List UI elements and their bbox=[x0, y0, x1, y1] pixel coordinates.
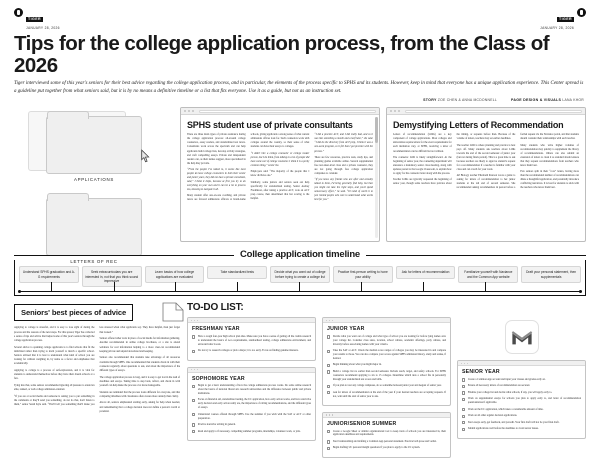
window-dot bbox=[194, 320, 196, 322]
card-body bbox=[188, 323, 315, 359]
paragraph: Similarly, some juniors and seniors seek out help specifically for standardized testing. Senior Audrey Fredrikson, after taking a practice ACT, took an ACT prep course, then determined that her scoring is the helpful. bbox=[250, 180, 310, 200]
checkbox-icon[interactable] bbox=[192, 413, 195, 416]
task-text: Take the SAT or ACT. Check the median score ranges of colleges you may be interested in and compare your results to those. You can also compare your scores against SPHS admission history, study and retake, if desired. bbox=[332, 349, 446, 360]
window-dot bbox=[329, 320, 331, 322]
article-right-headline: Demystifying Letters of Recommendation bbox=[393, 120, 564, 131]
card-title: JUNIOR YEAR bbox=[327, 326, 365, 333]
timeline-tick bbox=[114, 282, 115, 291]
window-dot bbox=[197, 320, 199, 322]
card-junior-senior-summer bbox=[322, 412, 451, 458]
card-junior-year bbox=[322, 317, 451, 406]
todo-column-3 bbox=[457, 317, 586, 457]
window-dot bbox=[467, 363, 469, 365]
checkbox-icon[interactable] bbox=[462, 385, 465, 388]
masthead-right-date: JANUARY 28, 2026 bbox=[540, 26, 574, 30]
paragraph: AP Biology teacher Elizabeth Pearson wrote a guide to asking for letters of recommendation to her junior students at the tail end of second semester. She recommended asking recommenders in person before a formal request via the Naviance portal, and that students should consider their relationships with each teacher. bbox=[456, 133, 579, 190]
byline-story-label: STORY bbox=[423, 98, 437, 103]
advice-section bbox=[14, 302, 180, 465]
task-item[interactable] bbox=[327, 370, 446, 382]
task-text: Ensure all necessary letters of recommendation are secured. bbox=[467, 384, 530, 388]
task-item[interactable] bbox=[462, 397, 581, 405]
paragraph: Applying to college is a process of self-exploration, and it is vital for students to understand themselves before they have their dream schools at a few. bbox=[14, 368, 95, 381]
timeline-end-dot bbox=[579, 290, 582, 293]
todo-column-2 bbox=[322, 317, 451, 457]
task-item[interactable] bbox=[192, 413, 311, 421]
task-text: Create a Google Sheet or similar organizational tool to keep track of schools you are interested in, their application deadlines and requirements. bbox=[332, 429, 446, 437]
article-right-body bbox=[387, 115, 585, 241]
timeline-start-dot bbox=[18, 290, 21, 293]
window-dot bbox=[332, 414, 334, 416]
task-text: Submit applications well before the deadlines to avoid server issues. bbox=[467, 427, 539, 431]
timeline-axis bbox=[19, 291, 581, 292]
window-dot bbox=[191, 369, 193, 371]
checkbox-icon[interactable] bbox=[327, 440, 330, 443]
masthead-right bbox=[540, 7, 586, 30]
masthead-left-name: TIGER bbox=[28, 17, 41, 21]
paragraph: The college application process is long, and it is easy to get lost in the rush of deadlines and essays. Taking time to step back, reflect, and check in with yourself can help make the process a lot more manageable. bbox=[99, 375, 180, 387]
folder-icon-2 bbox=[46, 198, 142, 256]
task-text: Work on supplemental essays for schools you plan to apply early to, and letter of recommendation questionnaires if applicable. bbox=[467, 397, 581, 405]
task-text: Begin thinking about what you might major in. bbox=[332, 363, 382, 367]
timeline-step: Ask for letters of recommendation bbox=[396, 266, 456, 278]
checkbox-icon[interactable] bbox=[327, 350, 330, 353]
checkbox-icon[interactable] bbox=[462, 428, 465, 431]
task-item[interactable] bbox=[327, 335, 446, 347]
window-dot bbox=[326, 414, 328, 416]
tiger-logo-icon bbox=[14, 8, 23, 17]
paragraph: Tying into that, some seniors recommended ignoring all pressure to attend an elite, ranked, or well-college admission-oriented. bbox=[14, 383, 95, 391]
task-item[interactable] bbox=[462, 384, 581, 388]
timeline-tick bbox=[423, 282, 424, 291]
task-text: Ask for letters of recommendation at the end of the year if your desired teachers are accepting requests. If not, wait until the start of senior year to ask. bbox=[332, 390, 446, 398]
card-body bbox=[458, 366, 585, 437]
task-text: Decide what you want out of college and what type of school you are looking for before tying names onto your college list. Consider class sizes, location, school culture, academic offerings, party culture, and diversity before associating names with your criteria. bbox=[332, 334, 446, 346]
task-item[interactable] bbox=[192, 335, 311, 347]
page-title: Tips for the college application process, from the Class of 2026 bbox=[14, 32, 550, 77]
checkbox-icon[interactable] bbox=[327, 364, 330, 367]
checkbox-icon[interactable] bbox=[462, 421, 465, 424]
card-title: JUNIOR/SENIOR SUMMER bbox=[327, 421, 397, 428]
task-text: If you plan to tour any college campuses, do so sometime between junior year and August of senior year. bbox=[332, 384, 442, 388]
letters-folder-label: LETTERS OF REC bbox=[70, 259, 118, 265]
window-dot bbox=[394, 110, 396, 112]
tiger-logo-icon-right bbox=[577, 8, 586, 17]
task-text: Do not try to research colleges or pick a major; it is too early. Focus on finding genuine interests. bbox=[197, 349, 299, 353]
card-title: SOPHOMORE YEAR bbox=[192, 375, 245, 382]
byline-design-label: PAGE DESIGN & VISUALS bbox=[511, 98, 562, 103]
paragraph: Students are reminded that the process looks different for everyone, and that comparing timelines with classmates often creates more anxiety than clarity. bbox=[99, 390, 180, 398]
paragraph: “I did a practice ACT, and I did really bad, and so it was like something a month and a half later,” she said. “I did do the directory from ACT prep, I think it was a one-week program, so it felt that I got practice with the process.” bbox=[314, 133, 373, 153]
paragraph: Letters of recommendation (LORs) are a key component of college applications. Most colleges and universities require letters for the exact requirements for each institution vary, at SPHS, receiving a letter of recommendation can be difficult but not without. bbox=[393, 133, 452, 153]
paragraph: Many student offer one-on-one coaching, and private tutors are favored admissions officers at brand-name schools, giving applicants a strong sense of what current admissions offices look for. Such counselors work with colleges around the country, so their sense of what students can have their essays to colleges. bbox=[187, 133, 310, 202]
timeline-title-row bbox=[14, 249, 586, 260]
rule-left bbox=[14, 255, 234, 256]
paragraph: Teacher LORs are typically requested the beginning of senior year, though some teachers have policies about the timing, or requests before then. Because of the volume of letters, teachers may set earlier deadlines. bbox=[393, 133, 516, 186]
timeline-step: Take standardized tests bbox=[207, 266, 267, 278]
article-panel-left bbox=[180, 107, 380, 242]
task-item[interactable] bbox=[462, 391, 581, 395]
masthead-left-date: JANUARY 28, 2026 bbox=[26, 26, 60, 30]
task-text: Focus on financial aid, standardized testing, the UC application, how early action works, and how restrictive early decision and early action really are, the importance of rolling recommendations, and the different types of essays. bbox=[197, 398, 311, 410]
article-left-headline: SPHS student use of private consultants bbox=[187, 120, 353, 131]
card-body bbox=[323, 418, 450, 457]
article-left-columns bbox=[187, 133, 373, 203]
article-left-body bbox=[181, 115, 379, 241]
task-item[interactable] bbox=[327, 430, 446, 438]
applications-folder[interactable] bbox=[14, 116, 174, 174]
timeline-tick bbox=[51, 282, 52, 291]
paragraph: Employers said: “The majority of the people that I know did have one.” bbox=[250, 170, 310, 178]
masthead-right-name: TIGER bbox=[559, 17, 572, 21]
checkbox-icon[interactable] bbox=[327, 391, 330, 394]
task-item[interactable] bbox=[327, 384, 446, 388]
timeline-step: Draft your personal statement, then supplementals bbox=[521, 266, 581, 283]
byline-design-value: LANA KHOR bbox=[562, 98, 584, 103]
byline-story-value: ZOE CHEN & ANNA MCDONNELL bbox=[437, 98, 497, 103]
task-item[interactable] bbox=[192, 349, 311, 353]
task-item[interactable] bbox=[462, 427, 581, 431]
todo-section bbox=[187, 302, 586, 465]
rule-right bbox=[366, 255, 586, 256]
paragraph: Seniors offered other tools in place of social media for information gathering. Another recommended in online college brochures, or a site to attend webinars for real information helping to a more clear-cut recommended keeping private and unpaid aid-related and keeping. bbox=[99, 337, 180, 353]
scrollbar[interactable] bbox=[375, 117, 378, 238]
task-text: Begin drafting UC personal insight questions if you plan to apply to the UC system. bbox=[332, 446, 420, 450]
window-dot bbox=[192, 110, 194, 112]
task-item[interactable] bbox=[192, 430, 311, 434]
url-bar[interactable] bbox=[199, 110, 376, 113]
card-senior-year bbox=[457, 360, 586, 438]
window-dot bbox=[461, 363, 463, 365]
window-dot bbox=[398, 110, 400, 112]
checkbox-icon[interactable] bbox=[462, 398, 465, 401]
checkbox-icon[interactable] bbox=[192, 385, 195, 388]
timeline-step: Familiarize yourself with Naviance and the Common App website bbox=[458, 266, 518, 283]
article-right-columns bbox=[393, 133, 579, 190]
byline bbox=[0, 95, 600, 102]
window-dot bbox=[329, 414, 331, 416]
timeline-tick bbox=[237, 282, 238, 291]
gmail-logo-icon bbox=[505, 320, 539, 354]
paragraph: The counselor LOR is likely straightforward. At the beginning of senior year, the counseling department will announce a mandatory senior class meeting, along with updates posted to the Google Classroom, to explain how to apply for the counselor letter along with the process. bbox=[393, 155, 452, 175]
task-item[interactable] bbox=[462, 408, 581, 412]
article-deck: Tiger interviewed some of this year's seniors for their best advice regarding the college application process, and in particular, the elements of the process specific to SPHS and its students. However, keep in mind that everyone has a unique application experience. This Center spread is a guideline put together from what seniors said, but it is by no means a definitive timeline or a list that fits everyone. Use it as a guide, but not as an instruction set. bbox=[14, 81, 584, 94]
checkbox-icon[interactable] bbox=[462, 415, 465, 418]
paragraph: “If you are at social media and someone is asking you to put something in the comments or they'll send you something, do not do that, don't listen to them,” senior Sarah Kyle said. “That'll tell you something that'll make you less stressed when what applicants say. They have helpful, then just forget that looked.” bbox=[14, 326, 180, 406]
paragraph: The teacher LOR is where planning and practice is best pays off. Many students ask teachers about LORs towards the end of the second semester of junior year (but not during finals period). This is a great time to ask because teachers are likely to approve student's request for a recommendation if a teacher is familiar with your class and can vouch for your work. bbox=[456, 143, 516, 171]
card-freshman-year bbox=[187, 317, 316, 360]
card-title: FRESHMAN YEAR bbox=[192, 326, 240, 333]
paragraph: Seniors also recommended that students take advantage of all resources available through SPHS. One recommended that students check in with their counselor regularly about questions to ask, and about the importance of the different types of essays. bbox=[99, 356, 180, 372]
timeline-steps bbox=[14, 260, 586, 296]
task-text: Understand courses offered through SPHS. Use the summer if you wish with the SAT or ACT or other preparation. bbox=[197, 412, 311, 420]
task-item[interactable] bbox=[192, 423, 311, 427]
task-text: Read and apply to if necessary, compelling summer programs, internships, volunteer work, or jobs. bbox=[197, 429, 301, 433]
timeline-step: Practice first-person writing to hone your ability bbox=[333, 266, 393, 283]
todo-title: TO-DO LIST: bbox=[187, 302, 244, 314]
advice-title: Seniors' best pieces of advice bbox=[14, 304, 133, 321]
timeline-step: Learn basics of how college applications are evaluated bbox=[145, 266, 205, 283]
timeline-step: Decide what you want out of college before trying to create a college list bbox=[270, 266, 330, 283]
article-panel-right bbox=[386, 107, 586, 242]
task-item[interactable] bbox=[327, 391, 446, 399]
task-item[interactable] bbox=[462, 421, 581, 425]
paragraph: Few seniors split in their “core” letters, having more than the recommended number of recommendations can dilute a thoughtful application, and potentially introduce conflicting narratives. It is best for students to stick with the teachers who know them best. bbox=[520, 170, 579, 190]
window-dot bbox=[332, 320, 334, 322]
checkbox-icon[interactable] bbox=[327, 385, 330, 388]
applications-folder-label: APPLICATIONS bbox=[73, 177, 115, 183]
checkbox-icon[interactable] bbox=[192, 399, 195, 402]
window-dot bbox=[326, 320, 328, 322]
page-corner-icon bbox=[162, 302, 184, 322]
pointer-cursor-icon bbox=[139, 149, 152, 164]
url-bar[interactable] bbox=[405, 110, 582, 113]
timeline-tick bbox=[175, 282, 176, 291]
card-sophomore-year bbox=[187, 367, 316, 441]
checkbox-icon[interactable] bbox=[327, 447, 330, 450]
window-dot bbox=[197, 369, 199, 371]
task-text: Start essays early, get feedback, and yes/edit. Your first draft will not be your final draft. bbox=[467, 420, 560, 424]
paragraph: Several advice to spanning college applicants is to find schools that fit the individual rather than trying to mold yourself to match a specific school. Seniors advised that it is best to understand what kind of school you are looking for without weighing in, by name as a factor and emphasize that academically. bbox=[14, 345, 95, 366]
task-item[interactable] bbox=[327, 363, 446, 367]
window-dot bbox=[464, 363, 466, 365]
card-body bbox=[323, 323, 450, 405]
timeline-section bbox=[14, 249, 586, 296]
checkbox-icon[interactable] bbox=[462, 378, 465, 381]
checkbox-icon[interactable] bbox=[192, 335, 195, 338]
paragraph: “I didn't hire a college counselor or college reader person, but I do think, from talking to a lot of people did have some sort of college counselor. I think it is a pretty common thing,” senior the. bbox=[250, 151, 310, 167]
task-item[interactable] bbox=[192, 398, 311, 410]
task-item[interactable] bbox=[327, 446, 446, 450]
task-item[interactable] bbox=[192, 384, 311, 396]
folder-illustration bbox=[14, 107, 174, 265]
checkbox-icon[interactable] bbox=[192, 350, 195, 353]
browser-chrome-left bbox=[181, 108, 379, 115]
window-dot bbox=[184, 110, 186, 112]
paragraph: “From the people I've talked to, it seems like most people do have college counselors in both their senior and junior years, they did not have a private consultant, said,” I think it helps, because at first you try to do everything on your own and it can be a lot to process too, knowing to navigate it all. bbox=[187, 167, 246, 192]
timeline-title: College application timeline bbox=[239, 249, 361, 261]
task-item[interactable] bbox=[327, 349, 446, 361]
checkbox-icon[interactable] bbox=[192, 430, 195, 433]
window-dot bbox=[390, 110, 392, 112]
bottom-zone bbox=[0, 296, 600, 465]
task-text: Have a rough four-year high school plan idea. Make sure you have a sense of getting all the credits research to understand the basics of A-G requirements, standardized testing, college admissions environment, and extracurricular boosts. bbox=[197, 334, 311, 346]
task-item[interactable] bbox=[327, 440, 446, 444]
timeline-tick bbox=[361, 282, 362, 291]
checkbox-icon[interactable] bbox=[327, 430, 330, 433]
task-text: Create a Common App account and input your classes and grades early on. bbox=[467, 377, 546, 381]
paragraph: There are few resources, practice tests, study tips, and planning guides available online. Several supplemental free test-taker-level class and a private counselor, they are not going through free college application companies to consider. bbox=[314, 155, 373, 175]
paragraph: There are three main types of private assistance during the college application process: all-around college counselors, essay readers, and standardized test tutors. Consultants work across the spectrum and can help applicants build college lists, develop activity strategies, and craft compelling essays. Private and independent readers can, as their names suggest, more specialized in the help they provide. bbox=[187, 133, 246, 165]
task-text: Build a college list no earlier than second semester. Include reach, target, and safety schools. For SPHS counselors recommend applying to six to 15 colleges. Determine which tiers a school fits in personally through your standardized test scores and GPA. bbox=[332, 369, 446, 381]
task-text: Practice narrative writing in general. bbox=[197, 423, 236, 427]
timeline-step: Understand SPHS graduation and A-G requirements bbox=[19, 266, 79, 283]
timeline-step: Seek extracurriculars you are interested in, not that you think sound impressive bbox=[82, 266, 142, 287]
checkbox-icon[interactable] bbox=[327, 370, 330, 373]
task-item[interactable] bbox=[462, 378, 581, 382]
browser-chrome-right bbox=[387, 108, 585, 115]
window-dot bbox=[188, 110, 190, 112]
paragraph: “If you know any friends who are after and actually talked to them, I'd bring generally find help, but then you might not take the right steps, and you'd spend unnecessary effort,” he said. “It's kind of worth it to just remind people who care to understand what works best for you.” bbox=[314, 178, 373, 202]
todo-column-1 bbox=[187, 317, 316, 457]
card-title: SENIOR YEAR bbox=[462, 369, 500, 376]
paragraph: Above all, seniors emphasized starting early, asking for help when needed, and remembering that a college decision does not define a person's worth or potential. bbox=[99, 401, 180, 413]
masthead-left bbox=[14, 7, 60, 30]
gmail-envelope-icon bbox=[511, 329, 533, 346]
task-text: Start brainstorming and drafting a Common App personal statement. Practice both prose and verbal. bbox=[332, 439, 437, 443]
paragraph: Applying to college is stressful, and it is easy to lose sight of during the process and the reasons of the next steps. For this spread, Tiger has collected a series of tips and advice that helped some of this year's seniors through the college application process. bbox=[14, 326, 95, 342]
checkbox-icon[interactable] bbox=[327, 335, 330, 338]
task-item[interactable] bbox=[462, 414, 581, 418]
checkbox-icon[interactable] bbox=[462, 408, 465, 411]
checkbox-icon[interactable] bbox=[462, 391, 465, 394]
checkbox-icon[interactable] bbox=[192, 423, 195, 426]
timeline-tick bbox=[485, 282, 486, 291]
folder-icon bbox=[46, 116, 142, 174]
task-text: Work on all other regular decision applications. bbox=[467, 414, 518, 418]
task-text: Work on the UC application, which takes a considerable amount of time. bbox=[467, 407, 544, 411]
masthead bbox=[0, 0, 600, 30]
letters-folder[interactable] bbox=[14, 198, 174, 256]
todo-grid bbox=[187, 317, 586, 457]
window-dot bbox=[194, 369, 196, 371]
window-dot bbox=[191, 320, 193, 322]
timeline-tick bbox=[299, 282, 300, 291]
advice-columns bbox=[14, 326, 180, 414]
task-text: Finalize your college list and decide what schools, if any, you will apply early to. bbox=[467, 390, 553, 394]
paragraph: Many students who write higher volumes of recommendation may quickly to supplement the library of recommendations. Others can also submit an extension of letters to clean it as standard should ensure that they request recommendations from teachers who know them best. bbox=[520, 143, 579, 167]
task-text: Begin to get a basic understanding of how the college admissions process works. Do some online research about the basics of national liberal arts research universities and the difference between public and private institutions. bbox=[197, 384, 311, 395]
card-body bbox=[188, 373, 315, 440]
